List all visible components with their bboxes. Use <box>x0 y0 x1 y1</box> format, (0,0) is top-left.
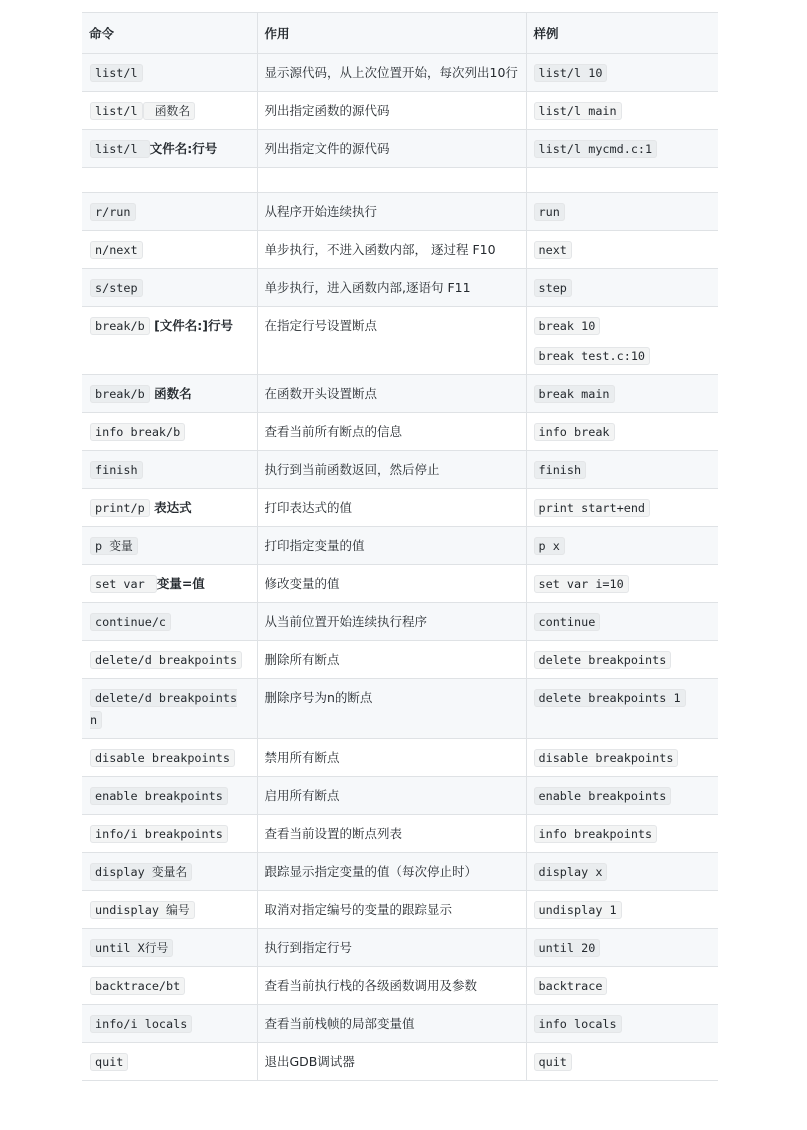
example-cell <box>526 929 718 967</box>
description-cell: 显示源代码，从上次位置开始，每次列出10行 <box>257 54 526 92</box>
example-code: list/l mycmd.c:1 <box>534 140 658 158</box>
table-row <box>82 307 718 375</box>
description-cell: 启用所有断点 <box>257 777 526 815</box>
table-row <box>82 679 718 739</box>
command-code: info/i locals <box>90 1015 192 1033</box>
example-code: quit <box>534 1053 572 1071</box>
command-cell <box>82 451 257 489</box>
command-code: n/next <box>90 241 143 259</box>
example-cell <box>526 739 718 777</box>
description-cell: 列出指定文件的源代码 <box>257 130 526 168</box>
example-code: print start+end <box>534 499 651 517</box>
table-row <box>82 815 718 853</box>
example-line <box>534 62 712 84</box>
command-cell <box>82 269 257 307</box>
command-code: break/b <box>90 385 150 403</box>
description-cell: 在函数开头设置断点 <box>257 375 526 413</box>
example-cell <box>526 777 718 815</box>
example-line <box>534 937 712 959</box>
example-cell <box>526 527 718 565</box>
table-row <box>82 269 718 307</box>
description-cell: 跟踪显示指定变量的值（每次停止时） <box>257 853 526 891</box>
example-line <box>534 239 712 261</box>
command-cell <box>82 815 257 853</box>
example-line <box>534 100 712 122</box>
example-cell <box>526 54 718 92</box>
example-line <box>534 785 712 807</box>
table-row <box>82 54 718 92</box>
example-code: step <box>534 279 572 297</box>
command-code: break/b <box>90 317 150 335</box>
command-cell <box>82 307 257 375</box>
command-cell <box>82 853 257 891</box>
command-cell <box>82 891 257 929</box>
description-cell: 执行到当前函数返回，然后停止 <box>257 451 526 489</box>
example-cell <box>526 853 718 891</box>
example-cell <box>526 92 718 130</box>
example-code: run <box>534 203 565 221</box>
table-row <box>82 413 718 451</box>
command-code: info/i breakpoints <box>90 825 228 843</box>
example-cell <box>526 1043 718 1081</box>
command-code: r/run <box>90 203 136 221</box>
table-row <box>82 489 718 527</box>
example-line <box>534 421 712 443</box>
example-line <box>534 899 712 921</box>
description-cell: 删除所有断点 <box>257 641 526 679</box>
example-code: backtrace <box>534 977 608 995</box>
example-code: break test.c:10 <box>534 347 651 365</box>
command-code: enable breakpoints <box>90 787 228 805</box>
example-cell <box>526 269 718 307</box>
example-code: break main <box>534 385 615 403</box>
example-line <box>534 649 712 671</box>
table-row <box>82 967 718 1005</box>
description-cell: 查看当前所有断点的信息 <box>257 413 526 451</box>
command-cell <box>82 92 257 130</box>
example-cell <box>526 413 718 451</box>
example-code: list/l main <box>534 102 622 120</box>
command-code: until X行号 <box>90 939 173 957</box>
example-line <box>534 611 712 633</box>
description-cell: 在指定行号设置断点 <box>257 307 526 375</box>
description-cell: 从当前位置开始连续执行程序 <box>257 603 526 641</box>
example-line <box>534 459 712 481</box>
example-line <box>534 1013 712 1035</box>
description-cell: 退出GDB调试器 <box>257 1043 526 1081</box>
command-cell <box>82 679 257 739</box>
example-line <box>534 497 712 519</box>
command-code: undisplay 编号 <box>90 901 195 919</box>
table-row <box>82 451 718 489</box>
example-line <box>534 687 712 709</box>
command-cell <box>82 130 257 168</box>
command-code: list/l <box>90 102 143 120</box>
command-cell <box>82 527 257 565</box>
description-cell: 列出指定函数的源代码 <box>257 92 526 130</box>
example-code: info breakpoints <box>534 825 658 843</box>
command-argument: 函数名 <box>149 386 192 401</box>
example-cell <box>526 489 718 527</box>
command-code: continue/c <box>90 613 171 631</box>
table-row <box>82 193 718 231</box>
empty-cell <box>257 168 526 193</box>
command-code: backtrace/bt <box>90 977 185 995</box>
command-code: info break/b <box>90 423 185 441</box>
command-code: list/l <box>90 140 150 158</box>
header-command: 命令 <box>82 13 257 54</box>
example-line <box>534 975 712 997</box>
table-row <box>82 1043 718 1081</box>
empty-cell <box>526 168 718 193</box>
example-code: next <box>534 241 572 259</box>
command-code: list/l <box>90 64 143 82</box>
example-line <box>534 573 712 595</box>
command-cell <box>82 489 257 527</box>
example-code: display x <box>534 863 608 881</box>
command-cell <box>82 1005 257 1043</box>
command-cell <box>82 641 257 679</box>
example-line <box>534 201 712 223</box>
command-argument: 文件名:行号 <box>149 141 218 156</box>
command-code: set var <box>90 575 157 593</box>
command-argument: [文件名:]行号 <box>149 318 233 333</box>
command-cell <box>82 603 257 641</box>
table-row <box>82 891 718 929</box>
description-cell: 打印指定变量的值 <box>257 527 526 565</box>
description-cell: 单步执行，进入函数内部,逐语句 F11 <box>257 269 526 307</box>
description-cell: 查看当前执行栈的各级函数调用及参数 <box>257 967 526 1005</box>
table-row <box>82 231 718 269</box>
example-line <box>534 383 712 405</box>
example-code: info break <box>534 423 615 441</box>
command-code: finish <box>90 461 143 479</box>
example-line <box>534 861 712 883</box>
description-cell: 取消对指定编号的变量的跟踪显示 <box>257 891 526 929</box>
description-cell: 删除序号为n的断点 <box>257 679 526 739</box>
example-cell <box>526 967 718 1005</box>
empty-cell <box>82 168 257 193</box>
description-cell: 单步执行，不进入函数内部， 逐过程 F10 <box>257 231 526 269</box>
example-cell <box>526 231 718 269</box>
spacer-row <box>82 168 718 193</box>
table-row <box>82 929 718 967</box>
description-cell: 查看当前设置的断点列表 <box>257 815 526 853</box>
command-code: display 变量名 <box>90 863 192 881</box>
example-cell <box>526 815 718 853</box>
table-body <box>82 54 718 1081</box>
command-cell <box>82 1043 257 1081</box>
example-line <box>534 138 712 160</box>
command-code: 函数名 <box>143 102 196 120</box>
example-cell <box>526 603 718 641</box>
command-cell <box>82 375 257 413</box>
command-code: quit <box>90 1053 128 1071</box>
description-cell: 执行到指定行号 <box>257 929 526 967</box>
table-row <box>82 92 718 130</box>
example-code: disable breakpoints <box>534 749 679 767</box>
table-row <box>82 777 718 815</box>
example-line <box>534 823 712 845</box>
example-cell <box>526 641 718 679</box>
command-code: p 变量 <box>90 537 138 555</box>
command-cell <box>82 54 257 92</box>
example-line <box>534 277 712 299</box>
command-cell <box>82 929 257 967</box>
example-code: list/l 10 <box>534 64 608 82</box>
command-code: delete/d breakpoints n <box>90 691 238 727</box>
table-row <box>82 527 718 565</box>
example-cell <box>526 193 718 231</box>
description-cell: 从程序开始连续执行 <box>257 193 526 231</box>
example-line <box>534 1051 712 1073</box>
example-code: p x <box>534 537 565 555</box>
table-row <box>82 739 718 777</box>
table-row <box>82 641 718 679</box>
example-code: info locals <box>534 1015 622 1033</box>
example-line <box>534 747 712 769</box>
example-code: continue <box>534 613 601 631</box>
command-argument: 表达式 <box>149 500 192 515</box>
command-code: print/p <box>90 499 150 517</box>
command-argument: 变量=值 <box>156 576 205 591</box>
example-cell <box>526 307 718 375</box>
command-cell <box>82 739 257 777</box>
example-cell <box>526 1005 718 1043</box>
header-row <box>82 13 718 54</box>
example-code: break 10 <box>534 317 601 335</box>
header-purpose: 作用 <box>257 13 526 54</box>
example-code: set var i=10 <box>534 575 629 593</box>
example-code: enable breakpoints <box>534 787 672 805</box>
description-cell: 打印表达式的值 <box>257 489 526 527</box>
example-code: finish <box>534 461 587 479</box>
description-cell: 修改变量的值 <box>257 565 526 603</box>
example-cell <box>526 891 718 929</box>
example-code: until 20 <box>534 939 601 957</box>
example-line <box>534 315 712 337</box>
command-cell <box>82 565 257 603</box>
description-cell: 禁用所有断点 <box>257 739 526 777</box>
header-example: 样例 <box>526 13 718 54</box>
example-cell <box>526 565 718 603</box>
example-code: delete breakpoints 1 <box>534 689 686 707</box>
example-line <box>534 535 712 557</box>
example-code: undisplay 1 <box>534 901 622 919</box>
table-row <box>82 1005 718 1043</box>
example-line <box>534 345 712 367</box>
command-cell <box>82 231 257 269</box>
command-code: disable breakpoints <box>90 749 235 767</box>
description-cell: 查看当前栈帧的局部变量值 <box>257 1005 526 1043</box>
gdb-command-table <box>82 12 718 1081</box>
command-cell <box>82 777 257 815</box>
example-cell <box>526 375 718 413</box>
example-cell <box>526 451 718 489</box>
example-code: delete breakpoints <box>534 651 672 669</box>
table-header <box>82 13 718 54</box>
table-row <box>82 853 718 891</box>
table-row <box>82 375 718 413</box>
command-cell <box>82 413 257 451</box>
table-row <box>82 130 718 168</box>
command-cell <box>82 193 257 231</box>
command-cell <box>82 967 257 1005</box>
command-code: s/step <box>90 279 143 297</box>
example-cell <box>526 679 718 739</box>
table-row <box>82 565 718 603</box>
command-code: delete/d breakpoints <box>90 651 242 669</box>
table-row <box>82 603 718 641</box>
gdb-command-table-wrapper <box>82 12 718 1081</box>
example-cell <box>526 130 718 168</box>
